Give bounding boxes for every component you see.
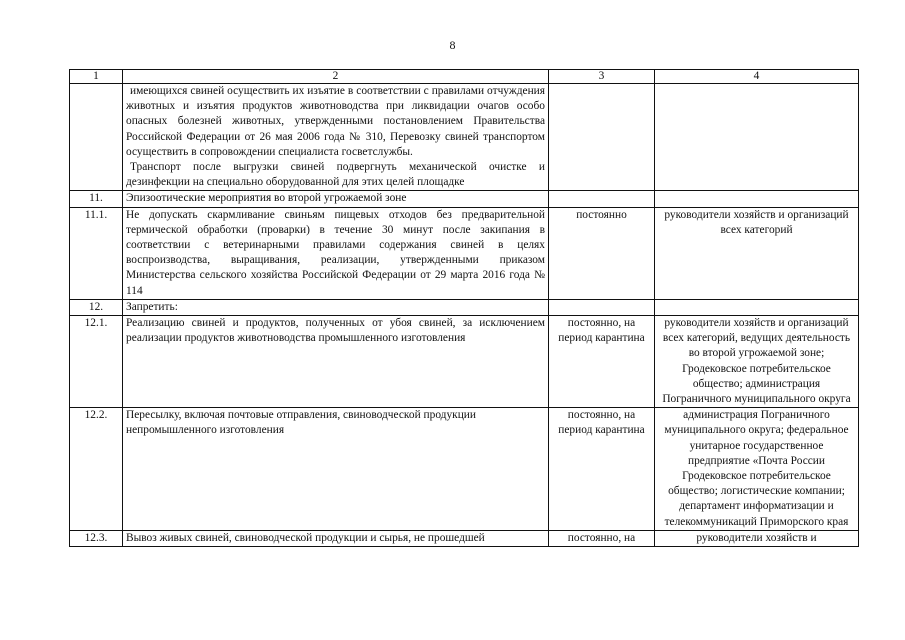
responsible-cell: администрация Пограничного муниципального округа; федеральное унитарное государственное предприятие «Почта России Гродековское потребительское общество; логистические компании; департамент информатизации и телекоммуникаций Приморского края xyxy=(655,408,859,531)
table-row xyxy=(70,84,859,191)
term-cell: постоянно xyxy=(549,207,655,299)
row-number: 11.1. xyxy=(70,207,123,299)
table-row xyxy=(70,207,859,299)
term-cell xyxy=(549,299,655,315)
table-row xyxy=(70,408,859,531)
table-row xyxy=(70,191,859,207)
header-col-4: 4 xyxy=(655,70,859,84)
header-col-1: 1 xyxy=(70,70,123,84)
term-cell xyxy=(549,84,655,191)
responsible-cell xyxy=(655,299,859,315)
table-row xyxy=(70,530,859,546)
table-row xyxy=(70,299,859,315)
measure-text: Реализацию свиней и продуктов, полученных от убоя свиней, за исключением реализации продуктов животноводства промышленного изготовления xyxy=(123,316,549,408)
term-cell: постоянно, на период карантина xyxy=(549,316,655,408)
responsible-cell xyxy=(655,191,859,207)
responsible-cell: руководители хозяйств и xyxy=(655,530,859,546)
term-cell xyxy=(549,191,655,207)
term-cell: постоянно, на xyxy=(549,530,655,546)
responsible-cell: руководители хозяйств и организаций всех категорий, ведущих деятельность во второй угрожаемой зоне; Гродековское потребительское общество; администрация Пограничного муниципального округа xyxy=(655,316,859,408)
header-col-2: 2 xyxy=(123,70,549,84)
row-number: 11. xyxy=(70,191,123,207)
term-cell: постоянно, на период карантина xyxy=(549,408,655,531)
row-number xyxy=(70,84,123,191)
row-number: 12. xyxy=(70,299,123,315)
row-number: 12.3. xyxy=(70,530,123,546)
table-row xyxy=(70,316,859,408)
measures-table xyxy=(69,69,859,547)
section-heading: Запретить: xyxy=(123,299,549,315)
section-heading: Эпизоотические мероприятия во второй угрожаемой зоне xyxy=(123,191,549,207)
header-col-3: 3 xyxy=(549,70,655,84)
table-header-row xyxy=(70,70,859,84)
responsible-cell: руководители хозяйств и организаций всех категорий xyxy=(655,207,859,299)
row-number: 12.2. xyxy=(70,408,123,531)
measure-text xyxy=(123,84,549,191)
measure-text-part-2: Транспорт после выгрузки свиней подвергнуть механической очистке и дезинфекции на специально оборудованной для этих целей площадке xyxy=(126,161,545,189)
page-number: 8 xyxy=(449,38,456,52)
responsible-cell xyxy=(655,84,859,191)
row-number: 12.1. xyxy=(70,316,123,408)
measure-text: Не допускать скармливание свиньям пищевых отходов без предварительной термической обработки (проварки) в течение 30 минут после закипания в соответствии с ветеринарными правилами содержания свиней в целях воспроизводства, выращивания, реализации, утвержденными приказом Министерства сельского хозяйства Российской Федерации от 29 марта 2016 года № 114 xyxy=(123,207,549,299)
measure-text: Вывоз живых свиней, свиноводческой продукции и сырья, не прошедшей xyxy=(123,530,549,546)
measure-text: Пересылку, включая почтовые отправления, свиноводческой продукции непромышленного изготовления xyxy=(123,408,549,531)
measure-text-part-1: имеющихся свиней осуществить их изъятие в соответствии с правилами отчуждения животных и изъятия продуктов животноводства при ликвидации очагов особо опасных болезней животных, утвержденными постановлением Правительства Российской Федерации от 26 мая 2006 года № 310, Перевозку свиней транспортом осуществить в сопровождении специалиста госветслужбы. xyxy=(126,85,545,158)
